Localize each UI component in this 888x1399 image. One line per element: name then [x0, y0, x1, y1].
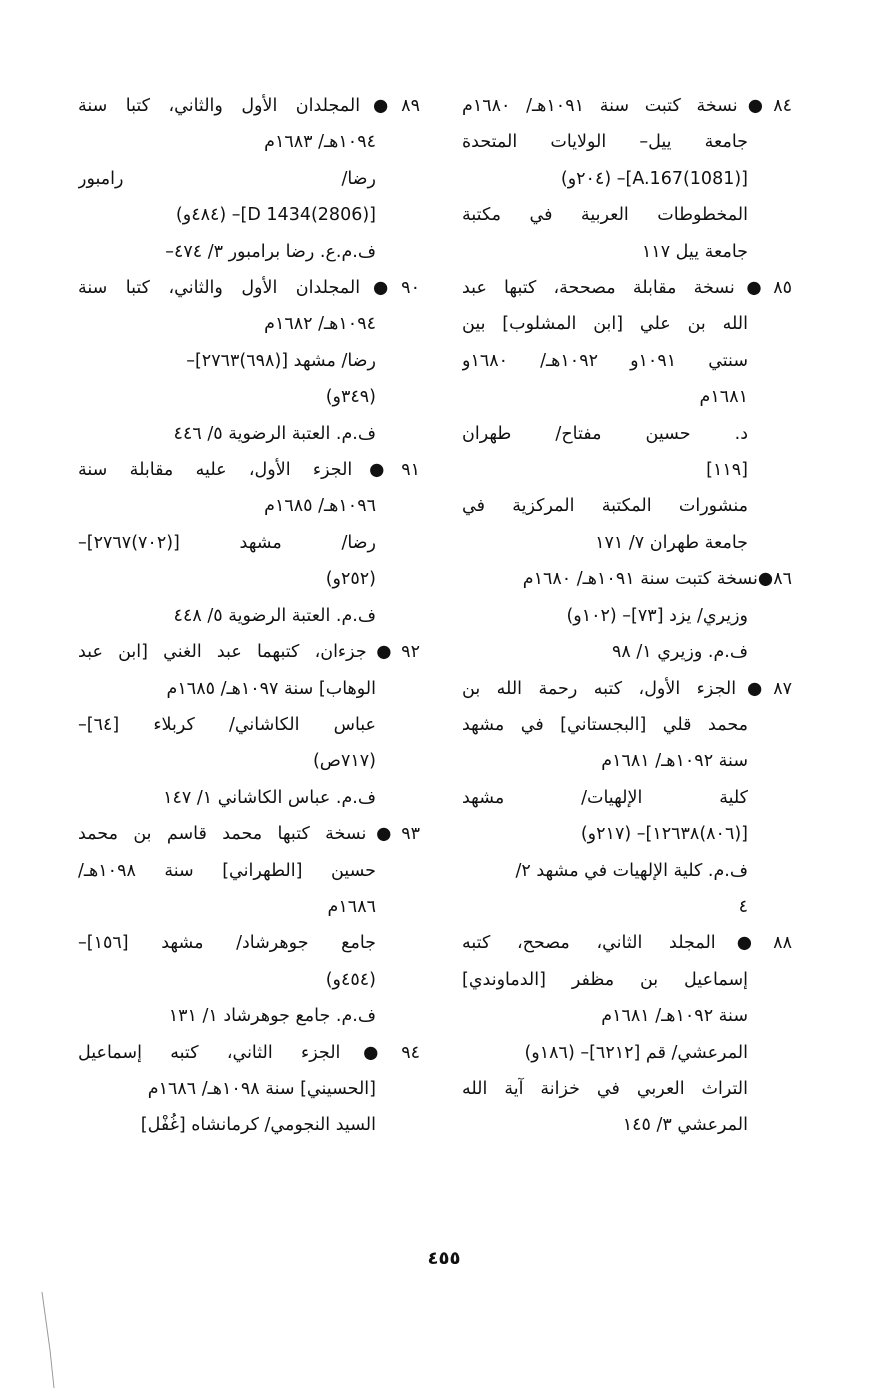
entry-text: المجلدان الأول والثاني، كتبا سنة [78, 96, 361, 116]
catalog-entry [462, 925, 792, 1143]
entry-line: جامعة ييل ١١٧ [641, 241, 748, 262]
entry-line: [(1081)A.167]– (٢٠٤و) [560, 168, 748, 189]
entry-line: ف.م.ع. رضا برامبور ٣/ ٤٧٤– [165, 241, 376, 262]
entry-number: ٨٤ [773, 96, 792, 116]
catalog-entry [462, 88, 792, 270]
entry-line: ١٦٨٦م [327, 896, 376, 917]
page-number: ٤٥٥ [427, 1248, 461, 1269]
entry-line: [(2806)1434 D]– (٤٨٤و) [175, 205, 376, 226]
catalog-entry [78, 452, 420, 634]
entry-line: ١٠٩٤هـ/ ١٦٨٢م [264, 314, 376, 335]
bullet-dot-icon: ● [757, 569, 774, 590]
entry-line: ف.م. جامع جوهرشاد ١/ ١٣١ [168, 1006, 376, 1027]
entry-line: الله بن علي [ابن المشلوب] بين [462, 314, 748, 335]
entry-text: نسخة كتبت سنة ١٠٩١هـ/ ١٦٨٠م [522, 569, 758, 590]
scan-artifact-line [40, 1290, 70, 1390]
entry-line: محمد قلي [البجستاني] في مشهد [462, 714, 748, 735]
catalog-entry [78, 88, 420, 270]
entry-line: كلية الإلهيات/ مشهد [462, 787, 748, 808]
entry-text: المجلدان الأول والثاني، كتبا سنة [78, 278, 361, 299]
catalog-entry [462, 561, 792, 670]
entry-number: ٨٧ [773, 678, 792, 699]
entry-line: ١٦٨١م [699, 387, 748, 408]
entry-first-line [78, 816, 420, 852]
entry-line: منشورات المكتبة المركزية في [462, 496, 748, 517]
entry-line: إسماعيل بن مظفر [الدماوندي] [462, 969, 748, 990]
bullet-dot-icon: ● [715, 933, 774, 954]
entry-number: ٨٨ [773, 933, 792, 954]
entry-line: رضا/ رامبور [78, 168, 376, 189]
entry-line: [(٨٠٦)١٢٦٣٨]– (٢١٧و) [580, 824, 748, 845]
entry-line: حسين [الطهراني] سنة ١٠٩٨هـ/ [78, 860, 376, 881]
entry-line: رضا/ مشهد [(٦٩٨)٢٧٦٣]– [186, 350, 376, 371]
entry-line: ف.م. العتبة الرضوية ٥/ ٤٤٦ [173, 423, 376, 444]
entry-line: ١٠٩٤هـ/ ١٦٨٣م [264, 132, 376, 153]
catalog-entry [462, 671, 792, 926]
catalog-entry [78, 1035, 420, 1144]
catalog-entry [78, 270, 420, 452]
entry-first-line [78, 270, 420, 306]
catalog-entry [78, 634, 420, 816]
entry-line: جامعة طهران ٧/ ١٧١ [595, 532, 748, 553]
bullet-dot-icon: ● [737, 96, 774, 116]
entry-line: سنة ١٠٩٢هـ/ ١٦٨١م [601, 751, 748, 772]
bullet-dot-icon: ● [366, 642, 402, 663]
entry-line: (٧١٧ص) [312, 751, 376, 772]
entry-line: المرعشي/ قم [٦٢١٢]– (١٨٦و) [524, 1042, 748, 1063]
entry-line: ف.م. عباس الكاشاني ١/ ١٤٧ [163, 787, 376, 808]
left-column [78, 88, 420, 1144]
entry-line: (٢٥٢و) [325, 569, 376, 590]
entry-first-line [78, 634, 420, 670]
entry-text: نسخة كتبها محمد قاسم بن محمد [78, 824, 367, 845]
entry-line: [١١٩] [706, 460, 748, 481]
entry-number: ٩٣ [401, 824, 420, 845]
entry-line: (٤٥٤و) [325, 969, 376, 990]
catalog-entry [78, 816, 420, 1034]
entry-number: ٩٤ [401, 1042, 420, 1063]
entry-number: ٨٩ [401, 96, 420, 116]
bullet-dot-icon: ● [736, 678, 774, 699]
entry-number: ٩١ [401, 460, 420, 481]
entry-first-line [462, 925, 792, 961]
entry-text: المجلد الثاني، مصحح، كتبه [462, 933, 716, 954]
entry-first-line [462, 88, 792, 124]
bullet-dot-icon: ● [734, 278, 774, 299]
entry-line: د. حسين مفتاح/ طهران [462, 423, 748, 444]
entry-first-line [78, 88, 420, 124]
entry-text: الجزء الأول، عليه مقابلة سنة [78, 460, 353, 481]
entry-number: ٨٦ [773, 569, 792, 590]
bullet-dot-icon: ● [360, 278, 402, 299]
entry-first-line [78, 1035, 420, 1071]
entry-line: سنة ١٠٩٢هـ/ ١٦٨١م [601, 1006, 748, 1027]
entry-first-line [462, 671, 792, 707]
bullet-dot-icon: ● [366, 824, 402, 845]
entry-line: رضا/ مشهد [(٧٠٢)٢٧٦٧]– [78, 532, 376, 553]
entry-number: ٩٠ [401, 278, 420, 299]
entry-line: السيد النجومي/ كرمانشاه [غُفْل] [140, 1115, 376, 1136]
entry-line: ف.م. العتبة الرضوية ٥/ ٤٤٨ [173, 605, 376, 626]
entry-first-line [78, 452, 420, 488]
entry-text: جزءان، كتبهما عبد الغني [ابن عبد [78, 642, 367, 663]
catalog-entry [462, 270, 792, 561]
entry-line: ١٠٩٦هـ/ ١٦٨٥م [264, 496, 376, 517]
entry-text: نسخة كتبت سنة ١٠٩١هـ/ ١٦٨٠م [462, 96, 738, 116]
right-column [462, 88, 792, 1144]
entry-line: التراث العربي في خزانة آية الله [462, 1078, 748, 1099]
entry-line: المخطوطات العربية في مكتبة [462, 205, 748, 226]
entry-number: ٨٥ [773, 278, 792, 299]
entry-line: ف.م. وزيري ١/ ٩٨ [611, 642, 748, 663]
entry-line: (٣٤٩و) [325, 387, 376, 408]
entry-line: [الحسيني] سنة ١٠٩٨هـ/ ١٦٨٦م [147, 1078, 376, 1099]
entry-line: جامع جوهرشاد/ مشهد [١٥٦]– [78, 933, 376, 954]
entry-line: جامعة ييل– الولايات المتحدة [462, 132, 748, 153]
entry-first-line [462, 270, 792, 306]
entry-text: الجزء الثاني، كتبه إسماعيل [78, 1042, 341, 1063]
entry-line: ف.م. كلية الإلهيات في مشهد ٢/ [515, 860, 748, 881]
entry-line: سنتي ١٠٩١و ١٠٩٢هـ/ ١٦٨٠و [462, 350, 748, 371]
entry-number: ٩٢ [401, 642, 420, 663]
entry-text: نسخة مقابلة مصححة، كتبها عبد [462, 278, 735, 299]
entry-line: وزيري/ يزد [٧٣]– (١٠٢و) [566, 605, 748, 626]
bullet-dot-icon: ● [360, 96, 402, 116]
entry-line: المرعشي ٣/ ١٤٥ [622, 1115, 748, 1136]
bullet-dot-icon: ● [352, 460, 402, 481]
entry-line: ٤ [738, 896, 748, 917]
entry-line: عباس الكاشاني/ كربلاء [٦٤]– [78, 714, 376, 735]
entry-text: الجزء الأول، كتبه رحمة الله بن [462, 678, 737, 699]
bullet-dot-icon: ● [340, 1042, 402, 1063]
entry-line: الوهاب] سنة ١٠٩٧هـ/ ١٦٨٥م [166, 678, 376, 699]
entry-first-line [462, 561, 792, 597]
